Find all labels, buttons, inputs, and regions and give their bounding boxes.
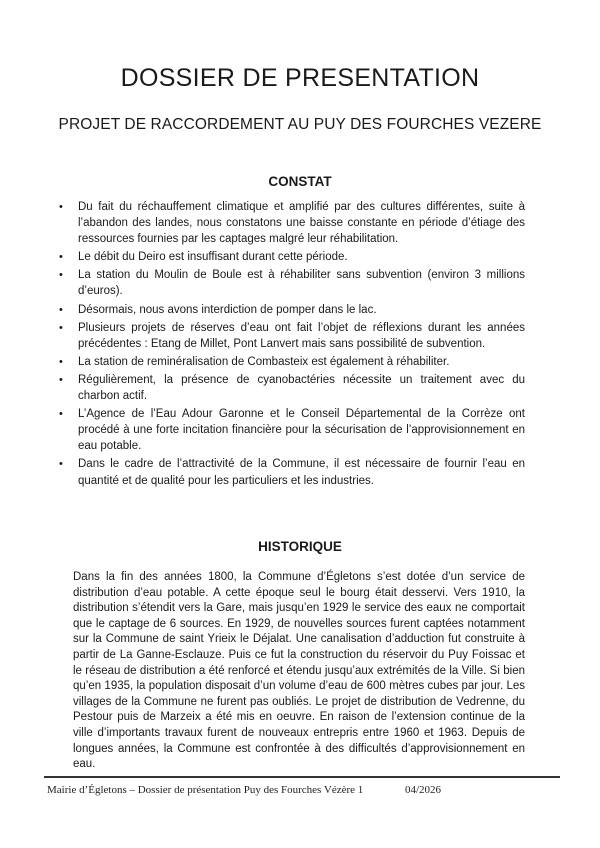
list-item-text: La station de reminéralisation de Combasteix est également à réhabiliter. [78, 355, 450, 368]
list-item [56, 456, 525, 488]
list-item [56, 372, 525, 404]
bullet-icon: • [59, 408, 63, 421]
list-item [56, 249, 525, 265]
list-item-text: Le débit du Deiro est insuffisant durant cette période. [78, 251, 348, 264]
bullet-icon: • [59, 373, 63, 386]
list-item-text: L’Agence de l’Eau Adour Garonne et le Conseil Départemental de la Corrèze ont procédé à une forte incitation financière pour la sécurisation de l’approvisionnement en eau potable. [78, 408, 525, 453]
bullet-icon: • [59, 355, 63, 368]
bullet-icon: • [59, 321, 63, 334]
list-item-text: Régulièrement, la présence de cyanobactéries nécessite un traitement avec du charbon actif. [78, 373, 525, 403]
list-item [56, 267, 525, 299]
list-item [56, 199, 525, 247]
historique-heading: HISTORIQUE [258, 539, 342, 554]
footer-text: Mairie d’Égletons – Dossier de présentation Puy des Fourches Vézère 1 [47, 784, 364, 796]
bullet-icon: • [59, 458, 63, 471]
bullet-icon: • [59, 201, 63, 213]
list-item [56, 354, 525, 370]
bullet-icon: • [59, 303, 63, 316]
list-item-text: Dans le cadre de l’attractivité de la Commune, il est nécessaire de fournir l’eau en quantité et de qualité pour les particuliers et les industries. [78, 458, 525, 487]
list-item [56, 406, 525, 454]
footer-divider [44, 776, 560, 778]
list-item [56, 302, 525, 318]
constat-heading: CONSTAT [268, 174, 332, 189]
list-item-text: Désormais, nous avons interdiction de pomper dans le lac. [78, 303, 377, 316]
bullet-icon: • [59, 269, 63, 282]
historique-paragraph: Dans la fin des années 1800, la Commune d’Égletons s’est dotée d’un service de distribution d’eau potable. A cette époque seul le bourg était desservi. Vers 1910, la distribution s’étendit vers la Gare, mais jusqu’en 1929 le service des eaux ne comportait que le captage de 6 sources. En 1929, de nouvelles sources furent captées notamment sur la Commune de saint Yrieix le Déjalat. Une canalisation d’adduction fut construite à partir de La Ganne-Esclauze. Puis ce fut la construction du réservoir du Puy Foissac et le réseau de distribution a été renforcé et étendu jusqu’aux extrémités de la Ville. Si bien qu’en 1935, la population disposait d’un volume d’eau de 600 mètres cubes par jour. Les villages de la Commune ne furent pas oubliés. Le projet de distribution de Vedrenne, du Pestour puis de Marzeix a été mis en oeuvre. En raison de l’extension continue de la ville d’importants travaux furent de nouveaux entrepris entre 1960 et 1963. Depuis de longues années, la Commune est confrontée à des difficultés d’approvisionnement en eau. [73, 571, 525, 771]
document-subtitle: PROJET DE RACCORDEMENT AU PUY DES FOURCHES VEZERE [58, 116, 542, 133]
bullet-icon: • [59, 251, 63, 264]
list-item-text: Plusieurs projets de réserves d’eau ont fait l’objet de réflexions durant les années précédentes : Etang de Millet, Pont Lanvert mais sans possibilité de subvention. [78, 321, 525, 350]
constat-list [56, 199, 525, 491]
document-title: DOSSIER DE PRESENTATION [120, 64, 480, 92]
footer-date: 04/2026 [405, 784, 442, 796]
list-item-text: La station du Moulin de Boule est à réhabiliter sans subvention (environ 3 millions d’euros). [78, 269, 525, 298]
list-item [56, 320, 525, 352]
list-item-text: Du fait du réchauffement climatique et amplifié par des cultures différentes, suite à l’abandon des landes, nous constatons une baisse constante en période d’étiage des ressources fournies par les captages malgré leur réhabilitation. [78, 201, 525, 246]
